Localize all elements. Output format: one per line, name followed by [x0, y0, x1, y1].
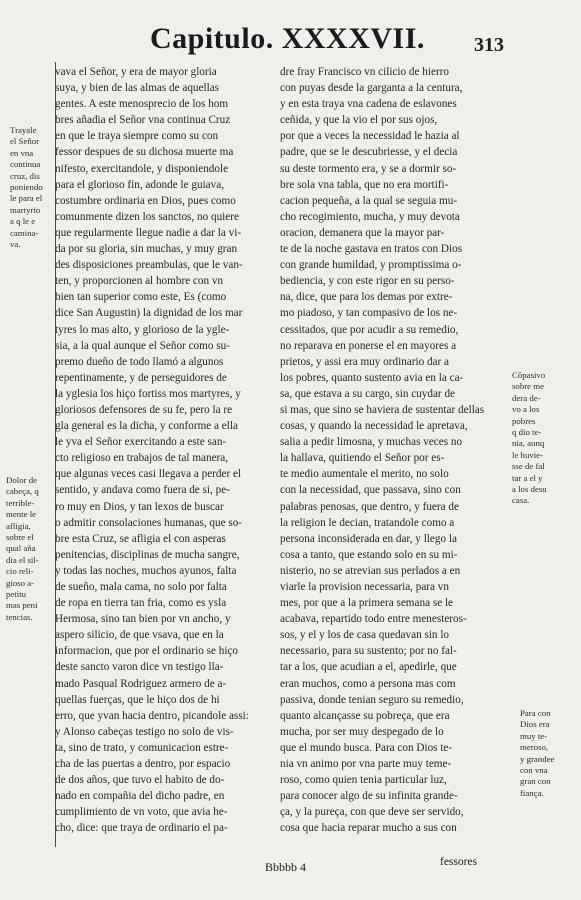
text-line: y Alonso cabeças testigo no solo de vis-: [55, 725, 234, 738]
text-line: cha de las puertas a dentro, por espacio: [55, 758, 231, 771]
margin-note-line: tar a el y: [512, 472, 543, 483]
text-line: oracion, demanera que la mayor par-: [280, 226, 445, 239]
text-line: nisterio, no se atrevian sus perlados a en: [280, 564, 461, 577]
margin-note-line: y grandee: [520, 753, 555, 764]
text-line: de sueño, mala cama, no solo por falta: [55, 581, 227, 593]
margin-note-line: camina-: [10, 227, 39, 238]
margin-note-line: le para el: [10, 193, 43, 204]
margin-note-line: q dio te-: [512, 427, 542, 438]
text-line: suya, y bien de las almas de aquellas: [55, 82, 220, 95]
margin-note-line: continua: [10, 159, 41, 170]
margin-note-line: cio reli-: [6, 566, 34, 577]
text-line: Hermosa, sino tan bien por vn ancho, y: [55, 613, 231, 626]
margin-note-line: qual aña: [6, 543, 36, 554]
margin-note-line: petitu: [6, 589, 27, 600]
text-line: mado Pasqual Rodriguez armero de a-: [55, 677, 227, 690]
text-line: gla general es la dicha, y conforme a ella: [55, 420, 238, 433]
text-line: acabava, repartido todo entre menesteros-: [280, 613, 467, 626]
margin-note-line: dera de-: [512, 392, 541, 403]
text-line: cosa a tanto, que estando solo en su mi-: [280, 548, 458, 561]
text-line: de dos años, que tuvo el habito de do-: [55, 774, 225, 787]
margin-note-line: Trayale: [10, 125, 37, 135]
margin-note-line: en vna: [10, 147, 34, 158]
page-header: [0, 18, 581, 58]
margin-note-line: muy te-: [520, 730, 548, 741]
text-line: en que le traya siempre como su con: [55, 130, 219, 143]
text-line: la religion le decian, tratandole como a: [280, 516, 455, 529]
chapter-title: Capitulo. XXXXVII.: [150, 22, 425, 55]
text-line: y todas las noches, muchos ayunos, falta: [55, 564, 237, 577]
text-line: eran muchos, como a persona mas com: [280, 677, 456, 690]
margin-note-left-top: [10, 125, 52, 250]
text-line: erro, que yvan hacia dentro, picandole assi:: [55, 709, 249, 722]
margin-note-line: sse de fal: [512, 461, 545, 472]
text-line: la hallava, quitiendo el Señor por es-: [280, 452, 445, 465]
margin-note-line: Dios era: [520, 719, 550, 730]
text-line: nifesto, exercitandole, y disponiendole: [55, 162, 229, 175]
text-line: deste sancto varon dice vn testigo lla-: [55, 661, 224, 674]
text-line: si mas, que sino se haviera de sustentar dellas: [280, 403, 485, 416]
right-text-column: [280, 64, 500, 837]
text-line: para el glorioso fin, adonde le guiava,: [55, 178, 224, 191]
text-line: bre esta Cruz, se afligia el con asperas: [55, 532, 226, 545]
text-line: prietos, y assi era muy ordinario dar a: [280, 355, 450, 368]
text-line: te medio aumentale el merito, no solo: [280, 468, 449, 481]
margin-note-line: meroso,: [520, 742, 549, 753]
text-line: roso, como quien tenia particular luz,: [280, 774, 447, 787]
text-line: des disposiciones preambulas, que le van-: [55, 259, 243, 272]
margin-note-line: cabeça, q: [6, 486, 39, 497]
text-line: sentido, y andava como fuera de si, pe-: [55, 484, 230, 497]
text-line: gloriosos defensores de su fe, pero la re: [55, 403, 233, 416]
text-line: de ropa en tierra tan fria, como es ysla: [55, 597, 227, 610]
text-line: por que a veces la necessidad le hazia al: [280, 130, 460, 143]
margin-note-line: Dolor de: [6, 475, 38, 485]
margin-note-line: mente le: [6, 509, 37, 520]
text-line: dre fray Francisco vn cilicio de hierro: [280, 66, 449, 78]
text-line: no reparava en ponerse el en mayores a: [280, 339, 457, 352]
margin-note-line: fiança.: [520, 787, 544, 798]
text-line: cumplimiento de vn voto, que avia he-: [55, 806, 228, 819]
left-text-column: [55, 64, 273, 837]
text-line: vava el Señor, y era de mayor gloria: [55, 66, 217, 78]
margin-note-line: casa.: [512, 495, 530, 506]
text-line: sia, a la qual aunque el Señor como su-: [55, 339, 230, 352]
text-line: cto religioso en trabajos de tal manera,: [55, 452, 229, 465]
margin-note-line: dia el sil-: [6, 554, 39, 565]
text-line: quellas fuerças, que le hiço dos de hi: [55, 693, 220, 706]
text-line: tar a los, que acudian a el, apedirle, que: [280, 661, 457, 674]
text-line: con la necessidad, que passava, sino con: [280, 484, 461, 497]
text-line: necessario, para su sustento; por no fal-: [280, 645, 457, 658]
margin-note-line: poniendo: [10, 182, 43, 193]
text-line: passiva, donde tenian seguro su remedio,: [280, 693, 464, 706]
text-line: penitencias, disciplinas de mucha sangre,: [55, 548, 240, 561]
text-line: y en esta traya vna cadena de eslavones: [280, 98, 457, 111]
text-line: viarle la provision necessaria, para vn: [280, 581, 449, 593]
margin-note-line: va.: [10, 239, 21, 250]
text-line: ta, sino de trato, y comunicacion estre-: [55, 741, 229, 754]
text-line: padre, que se le descubriesse, y el decia: [280, 146, 458, 159]
text-line: quanto alcançasse su pobreça, que era: [280, 709, 450, 722]
margin-note-line: cruz, dis: [10, 170, 40, 181]
text-line: sa, que estava a su cargo, sin cuydar de: [280, 387, 456, 400]
text-line: cosa que hacia reparar mucho a sus con: [280, 822, 457, 835]
catchword: fessores: [440, 856, 478, 868]
text-line: los pobres, quanto sustento avia en la ca-: [280, 371, 464, 384]
text-line: costumbre ordinaria en Dios, pues como: [55, 194, 236, 207]
text-line: informacion, que por el ordinario se hiço: [55, 645, 238, 658]
margin-note-line: gran con: [520, 776, 551, 787]
text-line: nia vn animo por vna parte muy teme-: [280, 758, 452, 771]
margin-note-line: nia, aunq: [512, 438, 545, 449]
text-line: ceñida, y que la vio el por sus ojos,: [280, 114, 438, 127]
text-line: premo dueño de todo llamó a algunos: [55, 355, 224, 368]
text-line: repentinamente, y de perseguidores de: [55, 371, 227, 384]
text-line: tyres lo mas alto, y glorioso de la ygle-: [55, 323, 230, 336]
margin-note-line: vo a los: [512, 404, 540, 415]
margin-note-line: Para con: [520, 708, 551, 718]
text-line: cosas, y quando la necessidad le apretava,: [280, 420, 468, 433]
text-line: o admitir consolaciones humanas, que so-: [55, 516, 243, 529]
text-line: persona inconsiderada en dar, y llego la: [280, 532, 457, 545]
text-line: con grande humildad, y promptissima o-: [280, 259, 462, 272]
text-line: mucha, por ser muy despegado de lo: [280, 725, 444, 738]
text-line: te de la noche gastava en tratos con Dios: [280, 243, 463, 256]
text-line: da por su gloria, sin muchas, y muy gran: [55, 243, 238, 256]
page-number: 313: [474, 34, 504, 56]
text-line: le yva el Señor exercitando a este san-: [55, 436, 227, 449]
text-line: palabras penosas, que dentro, y fuera de: [280, 500, 459, 513]
margin-note-line: Cõpasivo: [512, 370, 546, 380]
text-line: bediencia, y con este rigor en su perso-: [280, 275, 455, 288]
text-line: comunmente dizen los sanctos, no quiere: [55, 210, 239, 223]
margin-note-line: el Señor: [10, 136, 40, 147]
text-line: que algunas veces casi llegava a perder el: [55, 468, 242, 481]
text-line: na, dice, que para los demas por extre-: [280, 291, 453, 304]
margin-note-line: afligia,: [6, 520, 31, 531]
text-line: que el mundo busca. Para con Dios te-: [280, 741, 453, 754]
text-line: mo piadoso, y tan compasivo de los ne-: [280, 307, 458, 320]
margin-note-line: mas peni: [6, 600, 38, 611]
margin-note-line: gioso a-: [6, 577, 35, 588]
margin-note-line: sobre me: [512, 381, 545, 392]
signature-mark: Bbbbb 4: [265, 860, 307, 874]
text-line: ten, y proporcionen al hombre con vn: [55, 275, 224, 288]
margin-note-line: sobre el: [6, 532, 34, 543]
text-line: la yglesia los hiço fortiss mos martyres, y: [55, 387, 241, 400]
text-line: cessitados, que por acudir a su remedio,: [280, 323, 459, 336]
text-line: con puyas desde la garganta a la centura,: [280, 82, 463, 95]
margin-note-line: terrible-: [6, 497, 35, 508]
margin-note-line: a q le e: [10, 216, 36, 227]
margin-note-line: le huvie-: [512, 449, 544, 460]
text-line: cho recogimiento, mucha, y muy devota: [280, 210, 460, 223]
text-line: sos, y el y los de casa quedavan sin lo: [280, 629, 450, 642]
text-line: ro muy en Dios, y tan lexos de buscar: [55, 500, 224, 513]
text-line: aspero silicio, de que vsava, que en la: [55, 629, 224, 642]
text-line: dice San Augustin) la dignidad de los mar: [55, 307, 243, 320]
margin-note-line: pobres: [512, 415, 536, 426]
text-line: su deste tormento era, y se a dormir so-: [280, 162, 457, 175]
text-line: cho, dice: que traya de ordinario el pa-: [55, 822, 228, 835]
text-line: ça, y la pureça, con que deve ser servido,: [280, 806, 464, 819]
margin-note-line: tencias.: [6, 611, 33, 622]
margin-note-line: con vna: [520, 765, 548, 776]
margin-note-right-middle: [512, 370, 574, 507]
margin-note-line: a los desu: [512, 484, 547, 495]
text-line: para conocer algo de su infinita grande-: [280, 790, 458, 803]
text-line: salia a pedir limosna, y muchas veces no: [280, 436, 463, 449]
text-line: que regularmente llegue nadie a dar la vi-: [55, 226, 242, 239]
text-line: cacion pequeña, a la qual se seguia mu-: [280, 194, 458, 207]
text-line: mes, por que a la primera semana se le: [280, 597, 454, 610]
text-line: fessor despues de su dichosa muerte ma: [55, 146, 234, 159]
margin-note-left-bottom: [6, 475, 52, 623]
text-line: bien tan superior como este, Es (como: [55, 291, 227, 304]
margin-note-right-bottom: [520, 708, 576, 799]
text-line: bre sola vna tabla, que no era mortifi-: [280, 178, 449, 191]
text-line: bres añadia el Señor vna continua Cruz: [55, 114, 231, 127]
text-line: nado en compañia del dicho padre, en: [55, 790, 225, 803]
margin-note-line: martyrio: [10, 204, 41, 215]
text-line: gentes. A este menosprecio de los hom: [55, 98, 229, 111]
